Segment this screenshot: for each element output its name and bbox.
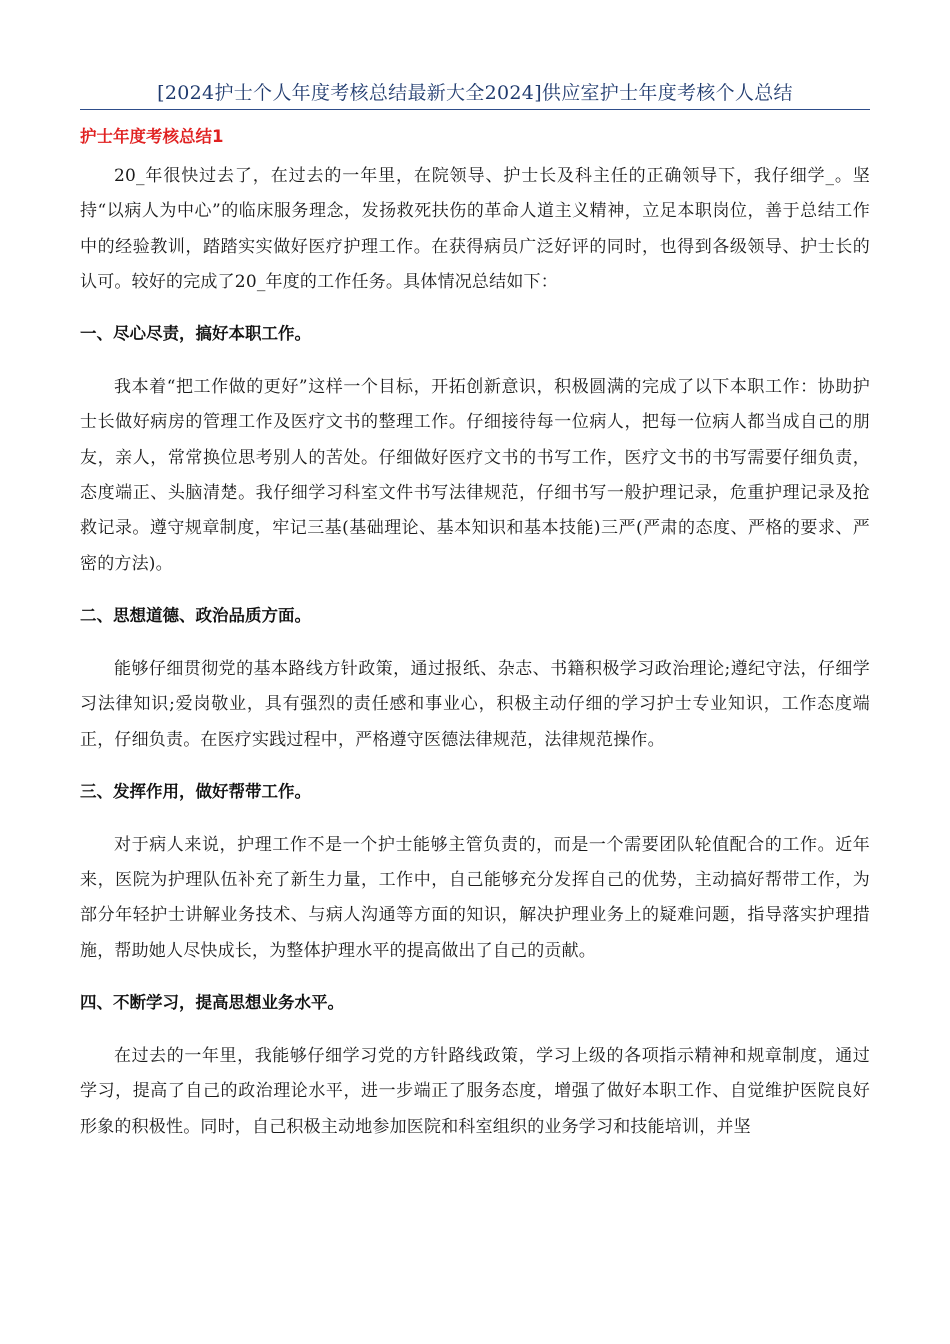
- heading-4: 四、不断学习，提高思想业务水平。: [80, 993, 344, 1013]
- heading-2: 二、思想道德、政治品质方面。: [80, 605, 311, 625]
- heading-3: 三、发挥作用，做好帮带工作。: [80, 781, 311, 801]
- intro-paragraph: 20_年很快过去了，在过去的一年里，在院领导、护士长及科主任的正确领导下，我仔细学_。坚持“以病人为中心”的临床服务理念，发扬救死扶伤的革命人道主义精神，立足本职岗位，善于总结工作中的经验教训，踏踏实实做好医疗护理工作。在获得病员广泛好评的同时，也得到各级领导、护士长的认可。较好的完成了20_年度的工作任务。具体情况总结如下：: [80, 166, 870, 292]
- paragraph-3: 对于病人来说，护理工作不是一个护士能够主管负责的，而是一个需要团队轮值配合的工作。近年来，医院为护理队伍补充了新生力量，工作中，自己能够充分发挥自己的优势，主动搞好帮带工作，为部分年轻护士讲解业务技术、与病人沟通等方面的知识，解决护理业务上的疑难问题，指导落实护理措施，帮助她人尽快成长，为整体护理水平的提高做出了自己的贡献。: [80, 834, 870, 961]
- paragraph-1: 我本着“把工作做的更好”这样一个目标，开拓创新意识，积极圆满的完成了以下本职工作：协助护士长做好病房的管理工作及医疗文书的整理工作。仔细接待每一位病人，把每一位病人都当成自己的朋友，亲人，常常换位思考别人的苦处。仔细做好医疗文书的书写工作，医疗文书的书写需要仔细负责，态度端正、头脑清楚。我仔细学习科室文件书写法律规范，仔细书写一般护理记录，危重护理记录及抢救记录。遵守规章制度，牢记三基(基础理论、基本知识和基本技能)三严(严肃的态度、严格的要求、严密的方法)。: [80, 377, 870, 574]
- paragraph-2: 能够仔细贯彻党的基本路线方针政策，通过报纸、杂志、书籍积极学习政治理论;遵纪守法，仔细学习法律知识;爱岗敬业，具有强烈的责任感和事业心，积极主动仔细的学习护士专业知识，工作态度端正，仔细负责。在医疗实践过程中，严格遵守医德法律规范，法律规范操作。: [80, 658, 870, 750]
- paragraph-4: 在过去的一年里，我能够仔细学习党的方针路线政策，学习上级的各项指示精神和规章制度，通过学习，提高了自己的政治理论水平，进一步端正了服务态度，增强了做好本职工作、自觉维护医院良好形象的积极性。同时，自己积极主动地参加医院和科室组织的业务学习和技能培训，并坚: [80, 1046, 870, 1137]
- document-header-title: [2024护士个人年度考核总结最新大全2024]供应室护士年度考核个人总结: [157, 82, 793, 104]
- header-divider: [80, 109, 870, 110]
- section-title: 护士年度考核总结1: [80, 127, 224, 146]
- heading-1: 一、尽心尽责，搞好本职工作。: [80, 324, 311, 344]
- document-body: [80, 126, 870, 1145]
